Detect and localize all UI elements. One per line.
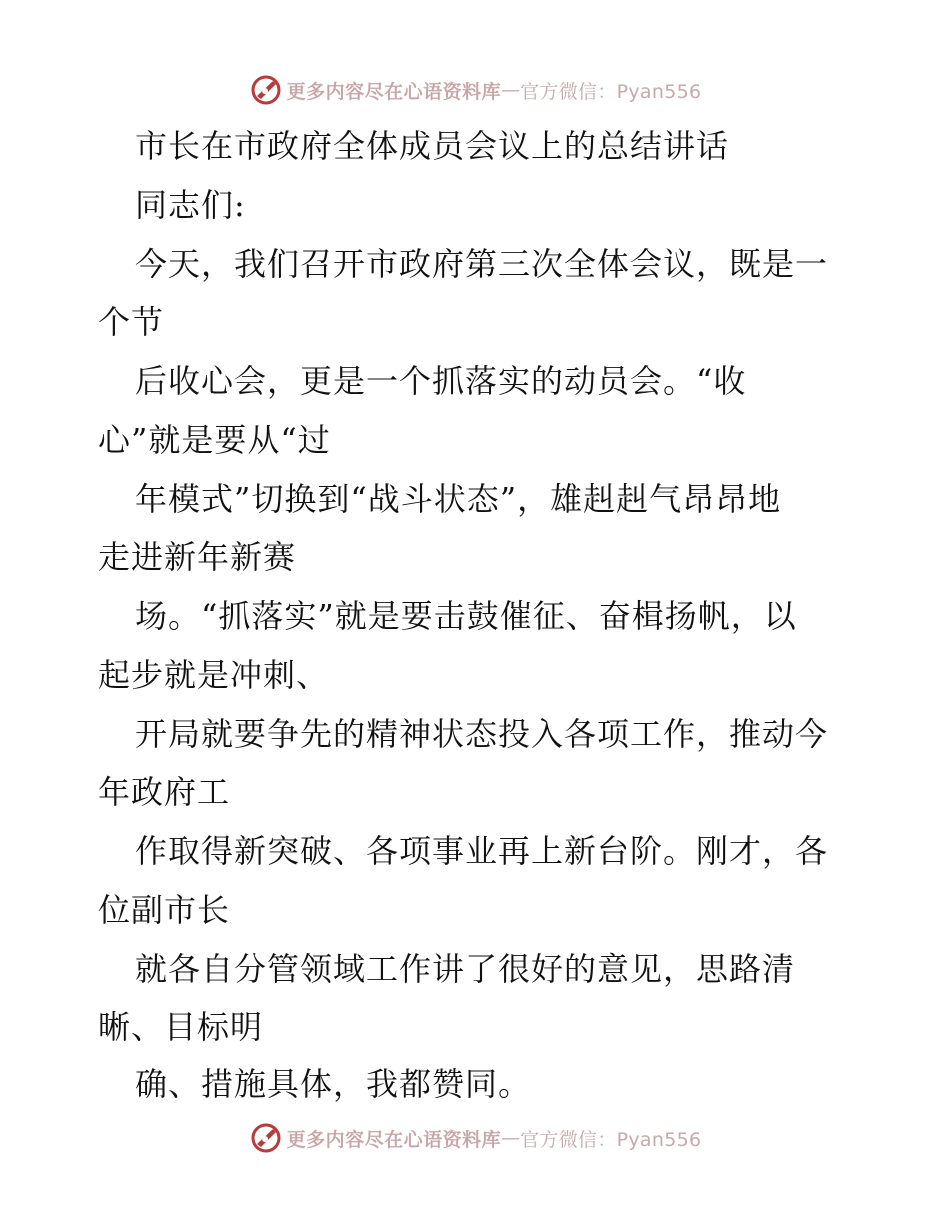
paragraph-line: 确、措施具体，我都赞同。 [135,1065,532,1103]
paragraph-line: 年模式”切换到“战斗状态”，雄赳赳气昂昂地 [135,480,782,518]
paragraph-line: 开局就要争先的精神状态投入各项工作，推动今 [135,715,829,753]
paragraph-line: 起步就是冲刺、 [98,656,330,694]
paragraph-line: 今天，我们召开市政府第三次全体会议，既是一 [135,245,829,283]
paragraph-line: 年政府工 [98,773,231,811]
header-wechat: 官方微信：Pyan556 [520,80,702,103]
header-dash: — [501,79,521,101]
paragraph-line: 后收心会，更是一个抓落实的动员会。“收 [135,362,747,400]
paragraph-line: 位副市长 [98,891,231,929]
salutation: 同志们: [135,186,246,224]
footer-wechat: 官方微信：Pyan556 [520,1128,702,1151]
paragraph-line: 走进新年新赛 [98,538,297,576]
header-watermark [0,70,950,110]
paragraph-line: 心”就是要从“过 [98,421,331,459]
footer-dash: — [501,1127,521,1149]
brand-logo-icon [249,73,283,107]
paragraph-line: 个节 [98,303,165,341]
footer-watermark [0,1118,950,1158]
paragraph-line: 作取得新突破、各项事业再上新台阶。刚才，各 [135,832,829,870]
paragraph-line: 就各自分管领域工作讲了很好的意见，思路清 [135,950,796,988]
paragraph-line: 晰、目标明 [98,1008,264,1046]
document-title: 市长在市政府全体成员会议上的总结讲话 [135,127,730,165]
paragraph-line: 场。“抓落实”就是要击鼓催征、奋楫扬帆，以 [135,597,797,635]
brand-logo-icon [249,1121,283,1155]
header-tagline: 更多内容尽在心语资料库 [286,80,502,103]
footer-tagline: 更多内容尽在心语资料库 [286,1128,502,1151]
